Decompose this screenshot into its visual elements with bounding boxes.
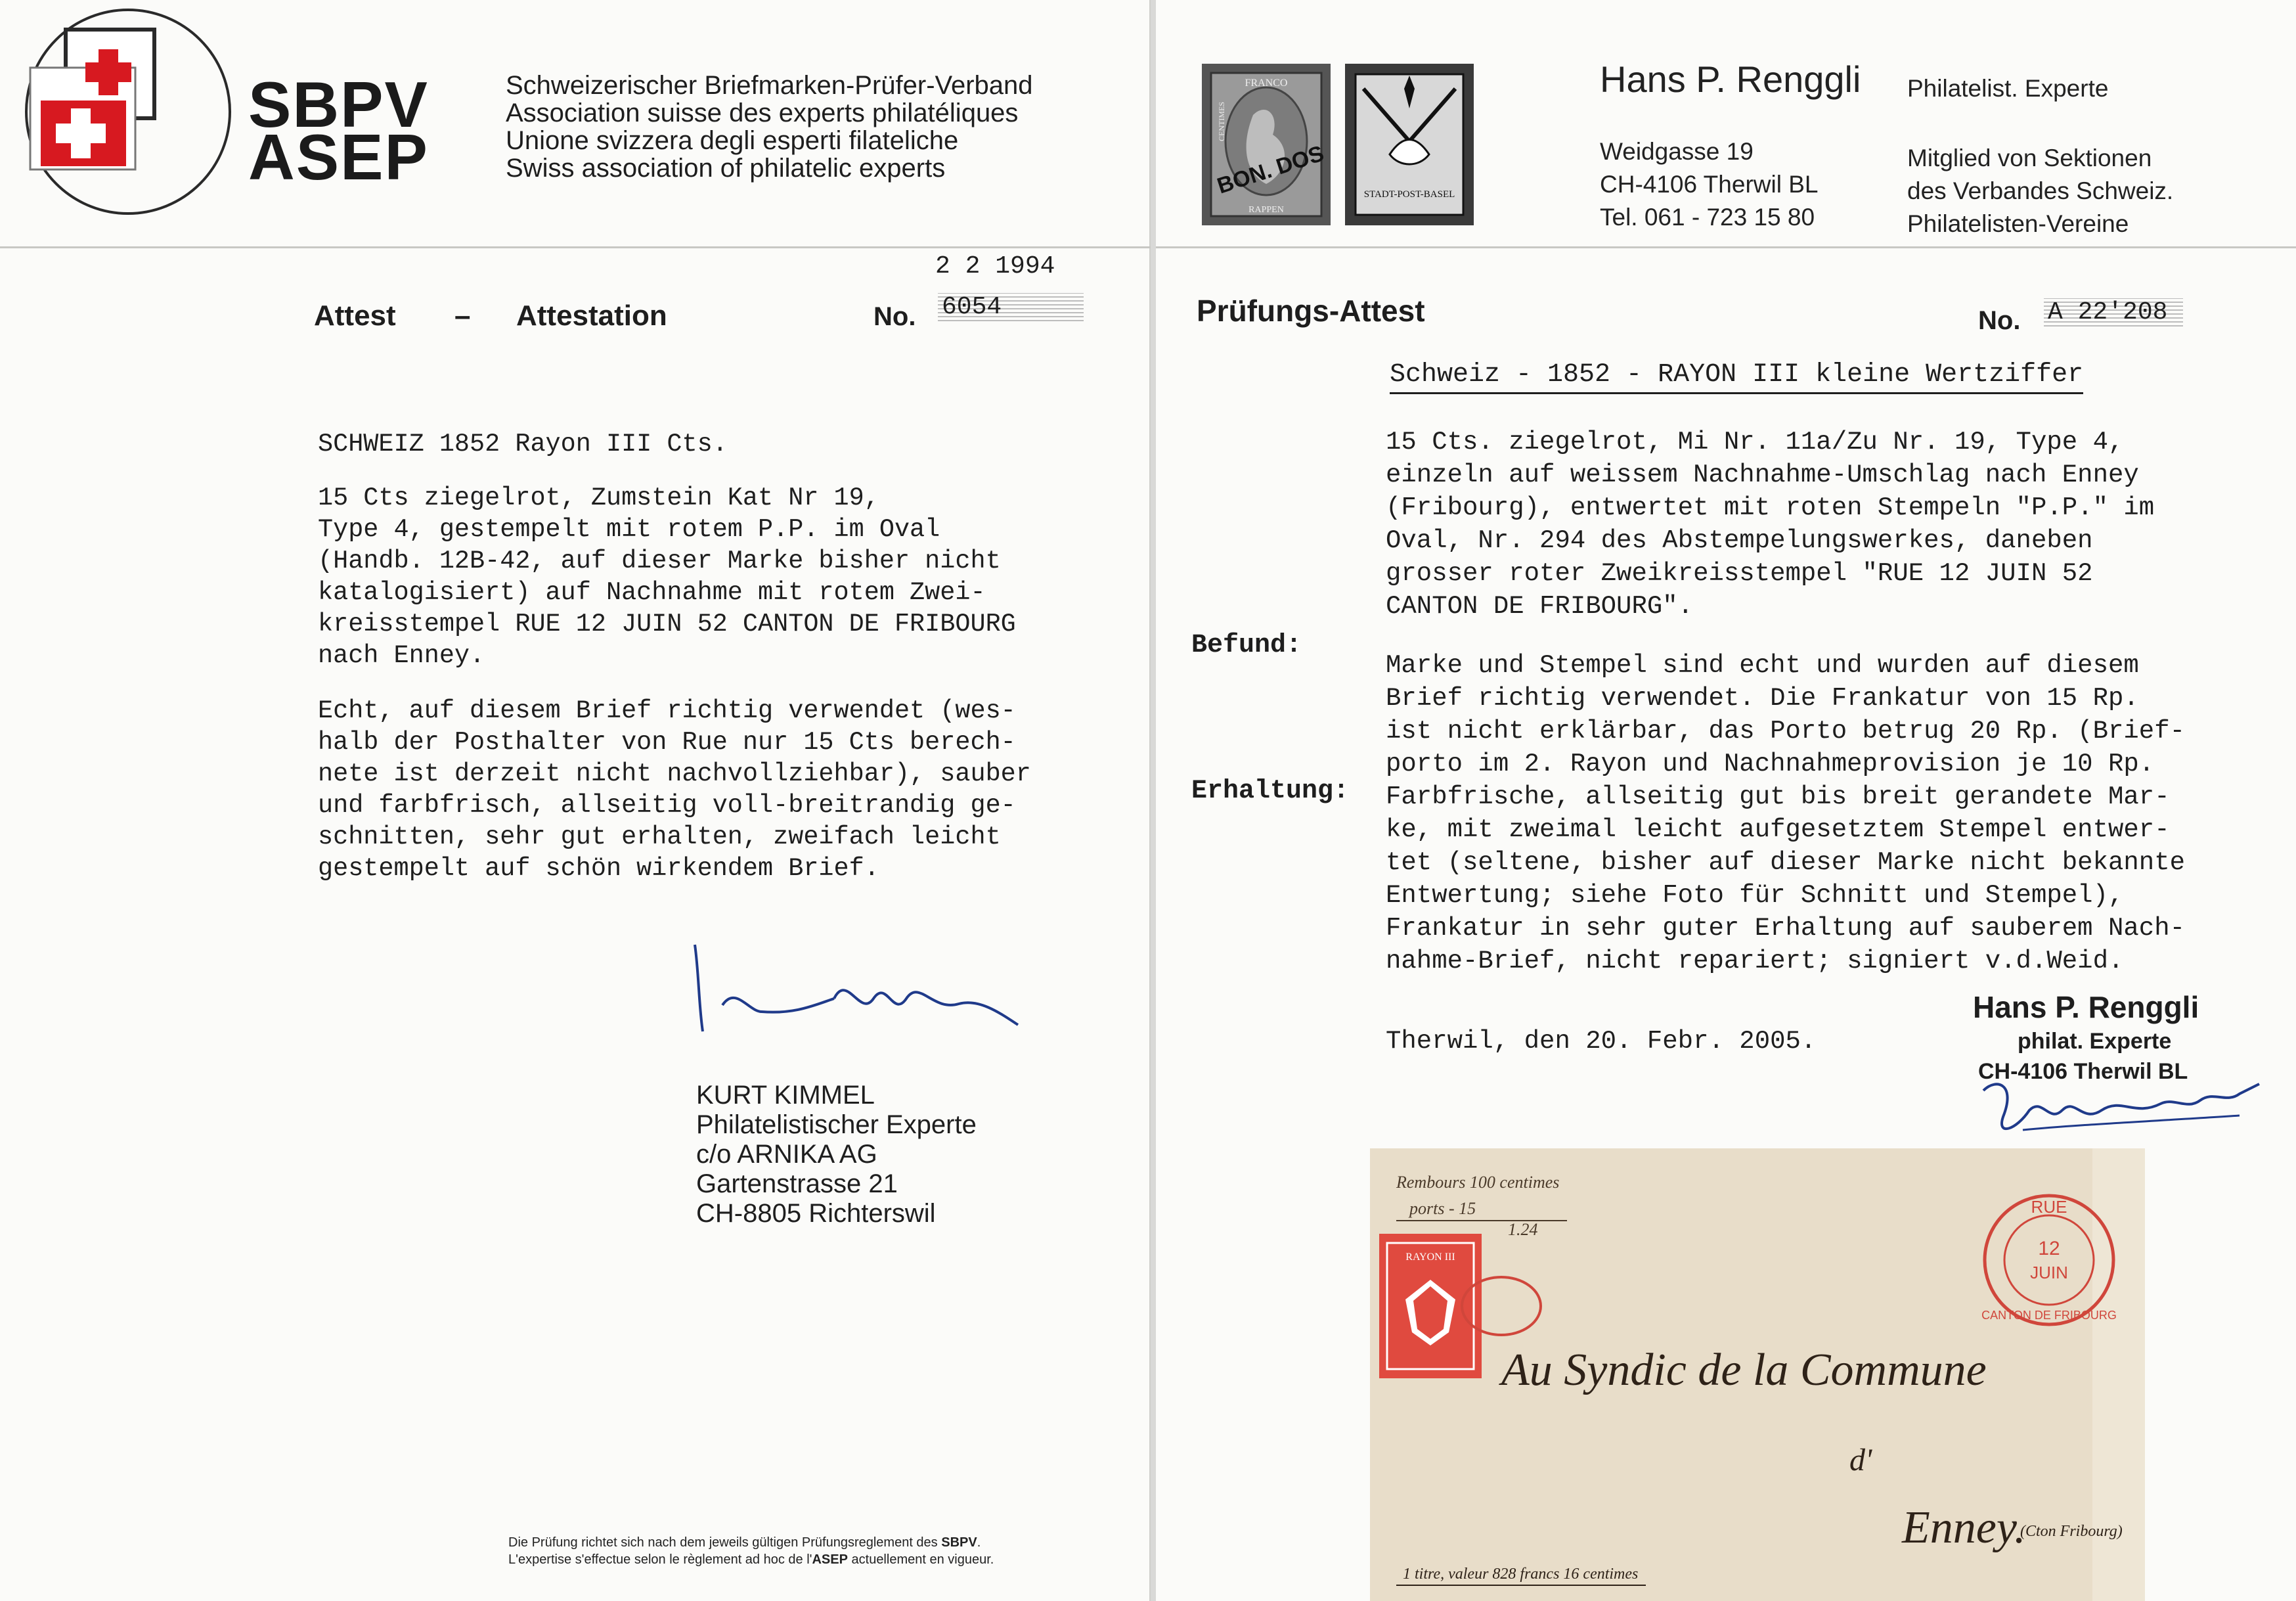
svg-text:1 titre, valeur 828 francs 16: 1 titre, valeur 828 francs 16 centimes	[1403, 1566, 1639, 1583]
assoc-line-it: Unione svizzera degli esperti filateliche	[506, 126, 959, 155]
erhaltung-text: Farbfrische, allseitig gut bis breit gerandete Mar- ke, mit zweimal leicht aufgesetztem Stempel entwer- tet (seltene, bisher auf dieser Marke nicht bekannte Entwertung; siehe Foto für Schnitt und Stempel), Frankatur in sehr guter Erhaltung auf sauberem Nach- nahme-Brief, nicht repariert; signiert v.d.Weid.	[1386, 782, 2185, 976]
strubel-stamp-image	[1201, 62, 1332, 227]
svg-text:BON. DOS: BON. DOS	[1214, 141, 1327, 199]
membership-line-3: Philatelisten-Vereine	[1907, 210, 2129, 237]
svg-text:d': d'	[1849, 1443, 1872, 1477]
renggli-signature	[1977, 1064, 2266, 1150]
attest-date: 2 2 1994	[935, 252, 1055, 281]
brand-asep: ASEP	[248, 121, 429, 193]
befund-label: Befund:	[1191, 631, 1302, 660]
svg-text:Rembours 100 centimes: Rembours 100 centimes	[1396, 1173, 1560, 1192]
attest-number: 6054	[938, 293, 1084, 321]
befund-text: Marke und Stempel sind echt und wurden auf diesem Brief richtig verwendet. Die Frankatur von 15 Rp. ist nicht erklärbar, das Porto betrug 20 Rp. (Brief- porto im 2. Rayon und Nachnahmeprovision je 10 Rp.	[1386, 651, 2185, 778]
signer-name: KURT KIMMEL	[696, 1081, 875, 1110]
membership-line-2: des Verbandes Schweiz.	[1907, 177, 2174, 204]
svg-text:FRANCO: FRANCO	[1245, 78, 1288, 89]
attest-heading: Attest	[314, 300, 396, 332]
attest-paragraph-2: Echt, auf diesem Brief richtig verwendet (wes- halb der Posthalter von Rue nur 15 Cts berech- nete ist derzeit nicht nachvollziehbar), sauber und farbfrisch, allseitig voll-breitrandig ge- schnitten, sehr gut erhalten, zweifach leicht gestempelt auf schön wirkendem Brief.	[318, 696, 1031, 883]
membership-line-1: Mitglied von Sektionen	[1907, 145, 2152, 171]
svg-text:RAPPEN: RAPPEN	[1248, 205, 1284, 215]
pruefungs-attest-title: Prüfungs-Attest	[1197, 294, 1425, 328]
attest-number-right: A 22'208	[2044, 298, 2183, 327]
signer-co: c/o ARNIKA AG	[696, 1140, 877, 1169]
regulation-note-fr: L'expertise s'effectue selon le règlement ad hoc de l'ASEP actuellement en vigueur.	[508, 1552, 994, 1567]
brand-sbpv: SBPV	[248, 68, 429, 141]
svg-text:Au Syndic de la Commune: Au Syndic de la Commune	[1501, 1345, 1987, 1395]
heading-dash: –	[454, 300, 471, 332]
stamp-description: 15 Cts. ziegelrot, Mi Nr. 11a/Zu Nr. 19, Type 4, einzeln auf weissem Nachnahme-Umschlag nach Enney (Fribourg), entwertet mit roten Stempeln "P.P." im Oval, Nr. 294 des Abstempelungswerkes, daneben grosser roter Zweikreisstempel "RUE 12 JUIN 52 CANTON DE FRIBOURG".	[1386, 428, 2155, 621]
svg-text:ports - 15: ports - 15	[1409, 1199, 1476, 1218]
attestation-heading: Attestation	[516, 300, 667, 332]
signer-title: Philatelistischer Experte	[696, 1110, 977, 1139]
signature-stamp-city: CH-4106 Therwil BL	[1978, 1059, 2188, 1084]
fold-line	[0, 246, 1151, 248]
attest-paragraph-1: 15 Cts ziegelrot, Zumstein Kat Nr 19, Type 4, gestempelt mit rotem P.P. im Oval (Handb. 12B-42, auf dieser Marke bisher nicht katalogisiert) auf Nachnahme mit rotem Zwei- kreisstempel RUE 12 JUIN 52 CANTON DE FRIBOURG nach Enney.	[318, 484, 1016, 670]
svg-text:CENTIMES: CENTIMES	[1217, 102, 1226, 141]
svg-text:STADT-POST-BASEL: STADT-POST-BASEL	[1363, 189, 1455, 200]
kimmel-signature	[683, 933, 1025, 1051]
svg-text:JUIN: JUIN	[2030, 1263, 2068, 1282]
signer-city: CH-8805 Richterswil	[696, 1199, 936, 1228]
signer-street: Gartenstrasse 21	[696, 1169, 898, 1198]
svg-text:Enney.: Enney.	[1902, 1502, 2026, 1553]
svg-text:RUE: RUE	[2031, 1197, 2067, 1217]
svg-text:1.24: 1.24	[1508, 1220, 1538, 1239]
expert-name-header: Hans P. Renggli	[1600, 58, 1861, 100]
sbpv-logo	[20, 3, 236, 220]
svg-text:12: 12	[2038, 1238, 2060, 1259]
attest-no-label-right: No.	[1978, 306, 2021, 335]
cover-photo	[1370, 1148, 2145, 1601]
address-city: CH-4106 Therwil BL	[1600, 171, 1819, 198]
address-street: Weidgasse 19	[1600, 138, 1754, 165]
rayon-stamp	[1379, 1234, 1482, 1378]
address-phone: Tel. 061 - 723 15 80	[1600, 204, 1815, 231]
expert-title-header: Philatelist. Experte	[1907, 75, 2109, 102]
svg-text:(Cton Fribourg): (Cton Fribourg)	[2020, 1523, 2123, 1540]
regulation-note-de: Die Prüfung richtet sich nach dem jeweils gültigen Prüfungsreglement des SBPV.	[508, 1535, 981, 1550]
assoc-line-de: Schweizerischer Briefmarken-Prüfer-Verband	[506, 71, 1033, 100]
attest-no-label: No.	[873, 302, 916, 331]
assoc-line-en: Swiss association of philatelic experts	[506, 154, 946, 183]
svg-text:CANTON DE FRIBOURG: CANTON DE FRIBOURG	[1981, 1309, 2117, 1322]
fold-line-right	[1156, 246, 2296, 248]
attest-body-title: SCHWEIZ 1852 Rayon III Cts.	[318, 430, 728, 459]
place-date: Therwil, den 20. Febr. 2005.	[1386, 1027, 1817, 1056]
subject-heading: Schweiz - 1852 - RAYON III kleine Wertziffer	[1390, 360, 2083, 394]
signature-stamp-name: Hans P. Renggli	[1973, 990, 2199, 1024]
signature-stamp-title: philat. Experte	[2018, 1029, 2172, 1054]
erhaltung-label: Erhaltung:	[1191, 777, 1350, 806]
basel-dove-stamp-image	[1344, 62, 1475, 227]
svg-text:RAYON III: RAYON III	[1405, 1251, 1455, 1263]
assoc-line-fr: Association suisse des experts philatéliques	[506, 99, 1019, 127]
